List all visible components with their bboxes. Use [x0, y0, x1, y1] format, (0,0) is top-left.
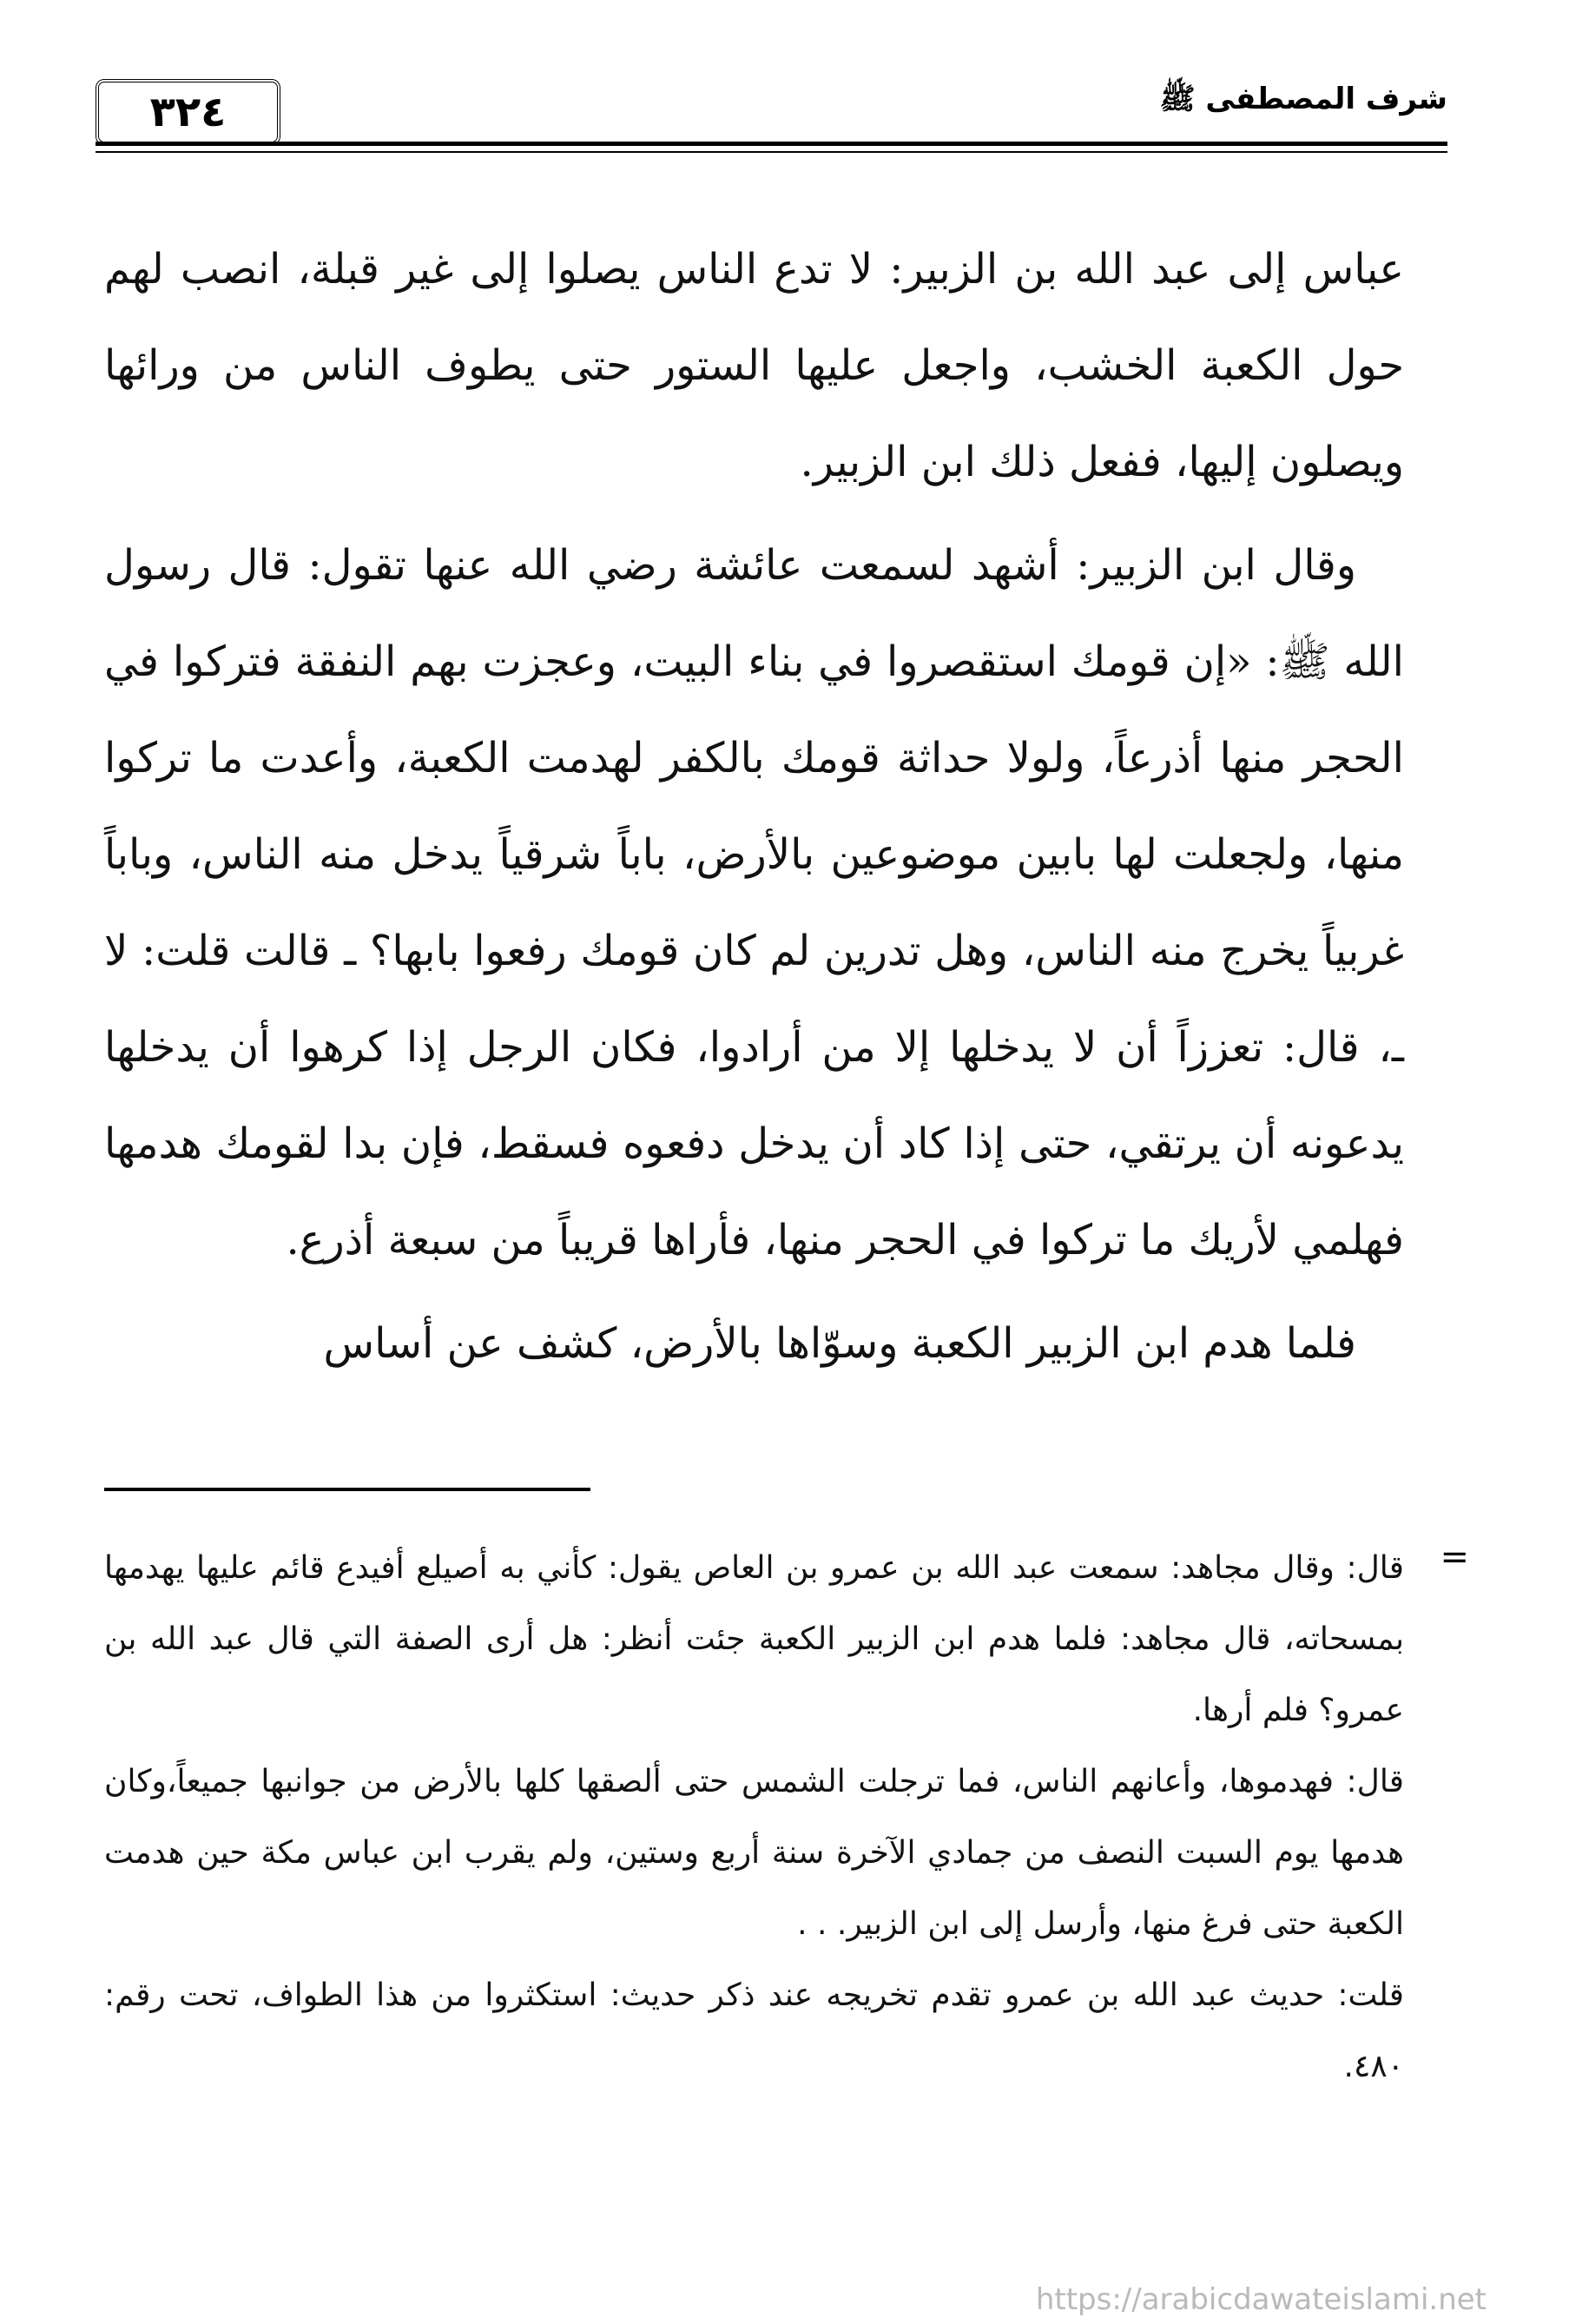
- watermark-url: https://arabicdawateislami.net: [1035, 2282, 1487, 2317]
- footnote-separator: [104, 1488, 590, 1491]
- footnote-paragraph: قال: فهدموها، وأعانهم الناس، فما ترجلت الشمس حتى ألصقها كلها بالأرض من جوانبها جميعاً،وكان هدمها يوم السبت النصف من جمادي الآخرة سنة أربع وستين، ولم يقرب ابن عباس مكة حين هدمت الكعبة حتى فرغ منها، وأرسل إلى ابن الزبير. . .: [104, 1764, 1404, 1942]
- footnote-paragraph: قال: وقال مجاهد: سمعت عبد الله بن عمرو بن العاص يقول: كأني به أصيلع أفيدع قائم عليها يهدمها بمسحاته، قال مجاهد: فلما هدم ابن الزبير الكعبة جئت أنظر: هل أرى الصفة التي قال عبد الله بن عمرو؟ فلم أرها.: [104, 1550, 1404, 1728]
- footnote-continuation-mark: =: [1440, 1537, 1469, 1577]
- footnotes: [104, 1533, 1404, 2103]
- footnote-paragraph: قلت: حديث عبد الله بن عمرو تقدم تخريجه عند ذكر حديث: استكثروا من هذا الطواف، تحت رقم: ٤٨٠.: [104, 1977, 1404, 2084]
- page-number: ٣٢٤: [149, 88, 227, 136]
- body-paragraph: فلما هدم ابن الزبير الكعبة وسوّاها بالأرض، كشف عن أساس: [323, 1319, 1356, 1368]
- page-header: [96, 74, 1447, 156]
- body-paragraph: وقال ابن الزبير: أشهد لسمعت عائشة رضي الله عنها تقول: قال رسول الله ﷺ: «إن قومك استقصروا في بناء البيت، وعجزت بهم النفقة فتركوا في الحجر منها أذرعاً، ولولا حداثة قومك بالكفر لهدمت الكعبة، وأعدت ما تركوا منها، ولجعلت لها بابين موضوعين بالأرض، باباً شرقياً يدخل منه الناس، وباباً غربياً يخرج منه الناس، وهل تدرين لم كان قومك رفعوا بابها؟ ـ قالت قلت: لا ـ، قال: تعززاً أن لا يدخلها إلا من أرادوا، فكان الرجل إذا كرهوا أن يدخلها يدعونه أن يرتقي، حتى إذا كاد أن يدخل دفعوه فسقط، فإن بدا لقومك هدمها فهلمي لأريك ما تركوا في الحجر منها، فأراها قريباً من سبعة أذرع.: [104, 541, 1405, 1264]
- page-number-frame: [96, 79, 280, 145]
- main-text: [104, 221, 1404, 1399]
- running-title: شرف المصطفى ﷺ: [1159, 82, 1447, 116]
- header-rule-thick: [96, 142, 1447, 146]
- body-paragraph: عباس إلى عبد الله بن الزبير: لا تدع الناس يصلوا إلى غير قبلة، انصب لهم حول الكعبة الخشب، واجعل عليها الستور حتى يطوف الناس من ورائها ويصلون إليها، ففعل ذلك ابن الزبير.: [104, 245, 1404, 486]
- header-rule-thin: [96, 151, 1447, 153]
